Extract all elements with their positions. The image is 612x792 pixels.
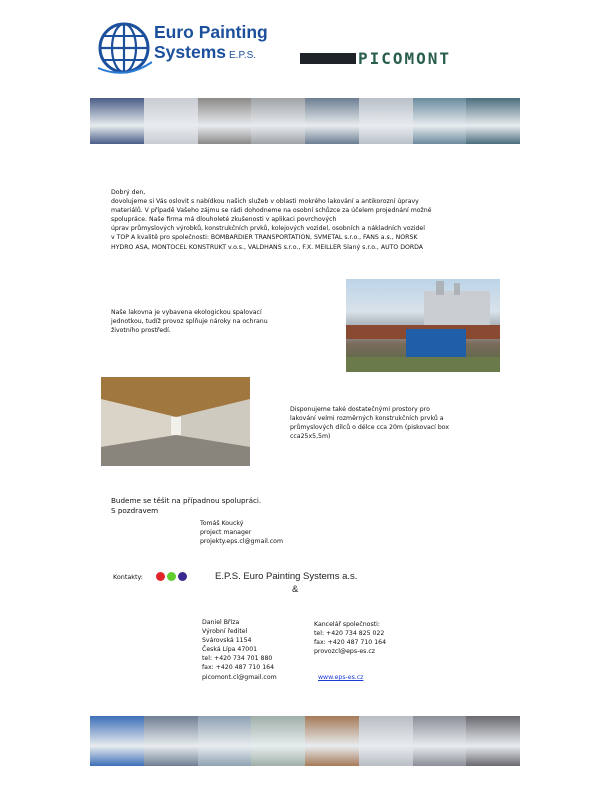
signature-block xyxy=(200,519,283,546)
picomont-bar xyxy=(300,53,356,64)
logo-abbr: E.P.S. xyxy=(229,50,257,61)
intro-line: spolupráce. Naše firma má dlouholeté zkušenosti v aplikaci povrchových xyxy=(111,216,337,224)
signature-role: project manager xyxy=(200,529,252,537)
strip-photo-tile xyxy=(90,716,144,766)
closing-text xyxy=(111,496,261,516)
intro-line: HYDRO ASA, MONTOCEL KONSTRUKT v.o.s., VALDHANS s.r.o., F.X. MEILLER Slaný s.r.o., AUTO DORDA xyxy=(111,243,424,251)
hall-photo xyxy=(101,377,250,466)
office-line: Kancelář společnosti: xyxy=(314,621,380,628)
strip-photo-tile xyxy=(251,716,305,766)
red-dot-icon xyxy=(156,572,165,581)
office-line: tel: +420 734 825 022 xyxy=(314,630,385,638)
office-email[interactable]: provozcl@eps-es.cz xyxy=(314,648,375,656)
director-line: Česká Lípa 47001 xyxy=(202,646,258,654)
office-line: fax: +420 487 710 164 xyxy=(314,639,387,647)
closing-line: S pozdravem xyxy=(111,506,159,515)
strip-photo-tile xyxy=(90,98,144,144)
strip-photo-tile xyxy=(466,98,520,144)
green-dot-icon xyxy=(167,572,176,581)
paint-booth-photo xyxy=(346,279,500,372)
company-name: E.P.S. Euro Painting Systems a.s. xyxy=(215,571,358,582)
eco-line: Naše lakovna je vybavena ekologickou spalovací xyxy=(111,309,262,316)
picomont-text: PICOMONT xyxy=(358,49,452,68)
company-ampersand: & xyxy=(292,584,299,595)
intro-text xyxy=(111,188,431,252)
director-line: Výrobní ředitel xyxy=(202,628,248,636)
strip-photo-tile xyxy=(251,98,305,144)
strip-photo-tile xyxy=(413,716,467,766)
eco-line: životního prostředí. xyxy=(111,327,171,335)
strip-photo-tile xyxy=(305,716,359,766)
space-line: cca25x5,5m) xyxy=(290,433,331,441)
strip-photo-tile xyxy=(198,716,252,766)
intro-line: dovolujeme si Vás oslovit s nabídkou našich služeb v oblasti mokrého lakování a antikorozní úpravy xyxy=(111,198,419,206)
strip-photo-tile xyxy=(359,98,413,144)
director-line: fax: +420 487 710 164 xyxy=(202,664,275,672)
eps-logo xyxy=(96,18,286,80)
contacts-label: Kontakty: xyxy=(113,573,143,581)
strip-photo-tile xyxy=(413,98,467,144)
logo-line2 xyxy=(154,42,256,63)
eco-text xyxy=(111,308,301,335)
top-photo-strip xyxy=(90,98,520,144)
director-email[interactable]: picomont.cl@gmail.com xyxy=(202,673,277,681)
closing-line: Budeme se těšit na případnou spolupráci. xyxy=(111,496,262,505)
logo-line2-text: Systems xyxy=(154,42,226,62)
space-text xyxy=(290,405,500,441)
logo-line1: Euro Painting xyxy=(154,22,268,42)
eco-line: jednotkou, tudíž provoz splňuje nároky na ochranu xyxy=(111,318,268,326)
space-line: průmyslových dílců o délce cca 20m (piskovací box xyxy=(290,424,450,432)
intro-line: v TOP A kvalitě pro společnosti: BOMBARDIER TRANSPORTATION, SVMETAL s.r.o., FANS a.s., NORSK xyxy=(111,234,418,242)
director-line: tel: +420 734 701 880 xyxy=(202,655,273,663)
strip-photo-tile xyxy=(198,98,252,144)
signature-email[interactable]: projekty.eps.cl@gmail.com xyxy=(200,538,284,546)
director-line: Svárovská 1154 xyxy=(202,637,252,645)
intro-line: materiálů. V případě Vašeho zájmu se rádi dohodneme na osobní schůzce za účelem projednání možné xyxy=(111,207,432,215)
hall-illustration xyxy=(101,377,250,466)
strip-photo-tile xyxy=(144,716,198,766)
space-line: lakování velmi rozměrných konstrukčních prvků a xyxy=(290,415,444,423)
intro-line: Dobrý den, xyxy=(111,189,146,196)
intro-line: úprav průmyslových výrobků, konstrukčních prvků, kolejových vozidel, osobních a nákladních vozidel xyxy=(111,225,425,233)
signature-name: Tomáš Koucký xyxy=(200,520,244,527)
space-line: Disponujeme také dostatečnými prostory pro xyxy=(290,406,430,413)
globe-icon xyxy=(96,18,152,78)
website-link[interactable]: www.eps-es.cz xyxy=(318,674,364,681)
purple-dot-icon xyxy=(178,572,187,581)
office-contact xyxy=(314,620,386,656)
director-line: Daniel Bříza xyxy=(202,619,240,626)
strip-photo-tile xyxy=(305,98,359,144)
picomont-logo xyxy=(300,49,490,68)
strip-photo-tile xyxy=(359,716,413,766)
strip-photo-tile xyxy=(466,716,520,766)
director-contact xyxy=(202,618,277,682)
bottom-photo-strip xyxy=(90,716,520,766)
paint-booth-illustration xyxy=(346,279,500,372)
strip-photo-tile xyxy=(144,98,198,144)
